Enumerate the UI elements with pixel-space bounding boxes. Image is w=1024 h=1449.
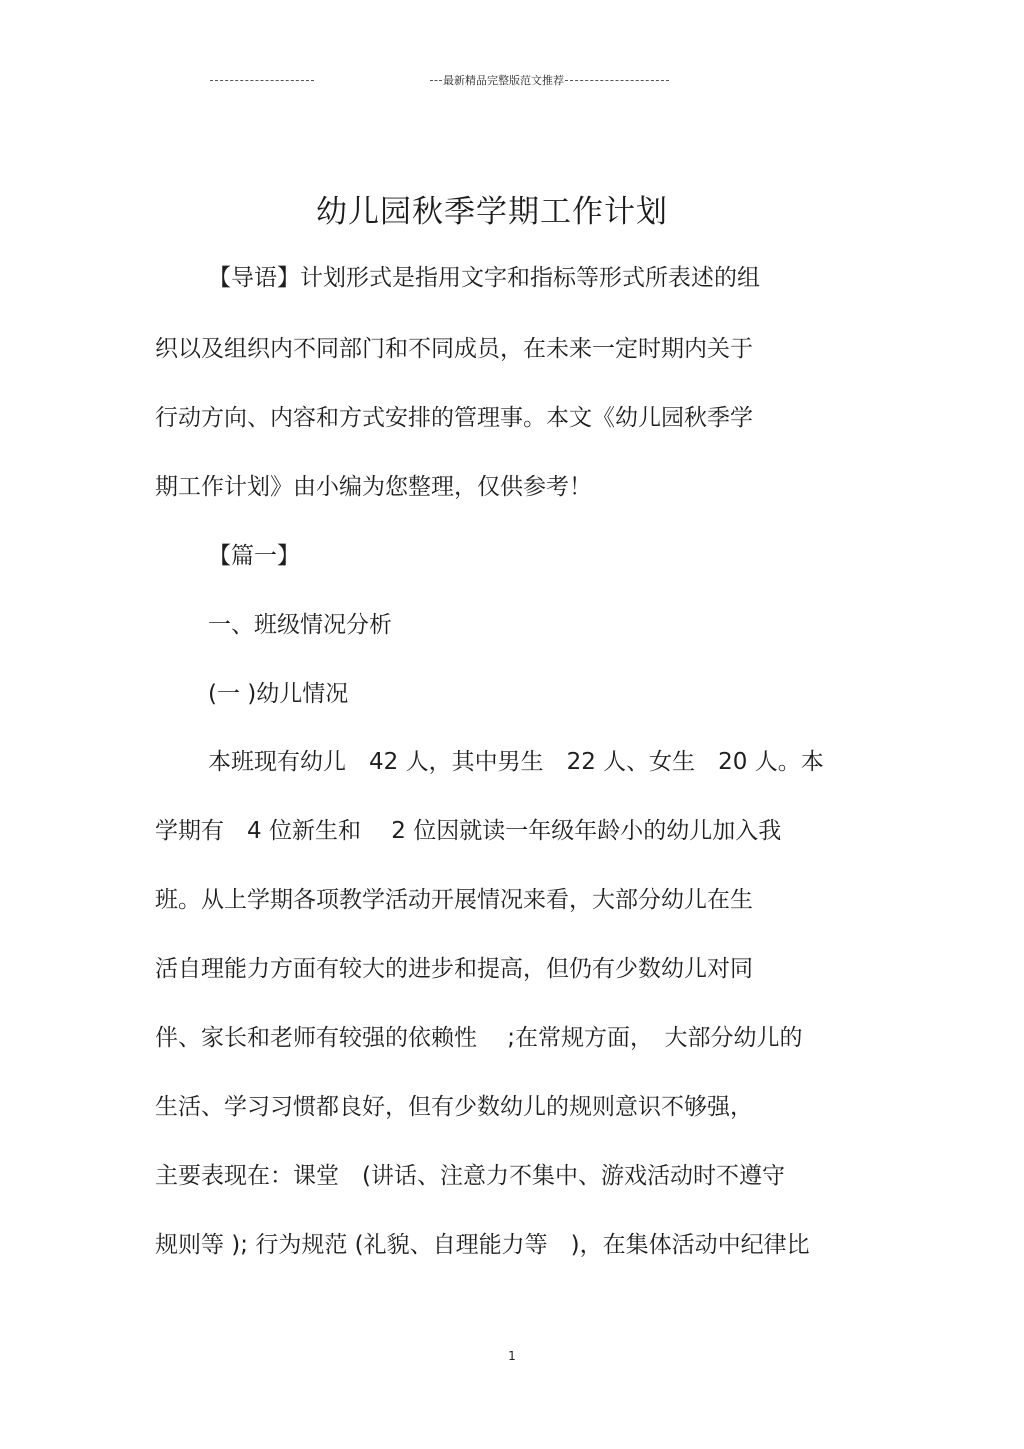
header-label: 最新精品完整版范文推荐: [443, 74, 564, 87]
intro-line-4: 期工作计划》由小编为您整理，仅供参考！: [155, 474, 592, 500]
intro-line-2: 织以及组织内不同部门和不同成员，在未来一定时期内关于: [155, 336, 753, 362]
body-line-2: 学期有 4 位新生和 2 位因就读一年级年龄小的幼儿加入我: [155, 818, 782, 844]
body-line-4: 活自理能力方面有较大的进步和提高，但仍有少数幼儿对同: [155, 956, 753, 982]
body-line-5: 伴、家长和老师有较强的依赖性 ;在常规方面， 大部分幼儿的: [155, 1025, 803, 1051]
subheading-class-analysis: 一、班级情况分析: [208, 612, 392, 638]
document-title: 幼儿园秋季学期工作计划: [316, 194, 668, 230]
body-line-7: 主要表现在：课堂 (讲话、注意力不集中、游戏活动时不遵守: [155, 1163, 785, 1189]
subheading-children: (一 )幼儿情况: [208, 681, 349, 707]
page-header: [430, 72, 669, 88]
header-rule-pre: [430, 80, 442, 81]
body-line-1: 本班现有幼儿 42 人，其中男生 22 人、女生 20 人。本: [208, 749, 824, 775]
body-line-3: 班。从上学期各项教学活动开展情况来看，大部分幼儿在生: [155, 887, 753, 913]
body-line-6: 生活、学习习惯都良好，但有少数幼儿的规则意识不够强，: [155, 1094, 753, 1120]
section-heading: 【篇一】: [208, 543, 300, 569]
intro-line-3: 行动方向、内容和方式安排的管理事。本文《幼儿园秋季学: [155, 405, 753, 431]
header-rule-right: [565, 80, 669, 81]
intro-line-1: 【导语】计划形式是指用文字和指标等形式所表述的组: [208, 265, 760, 291]
header-rule-left: [210, 80, 314, 81]
body-line-8: 规则等 ); 行为规范 (礼貌、自理能力等 )，在集体活动中纪律比: [155, 1232, 810, 1258]
page-number: 1: [508, 1349, 516, 1363]
